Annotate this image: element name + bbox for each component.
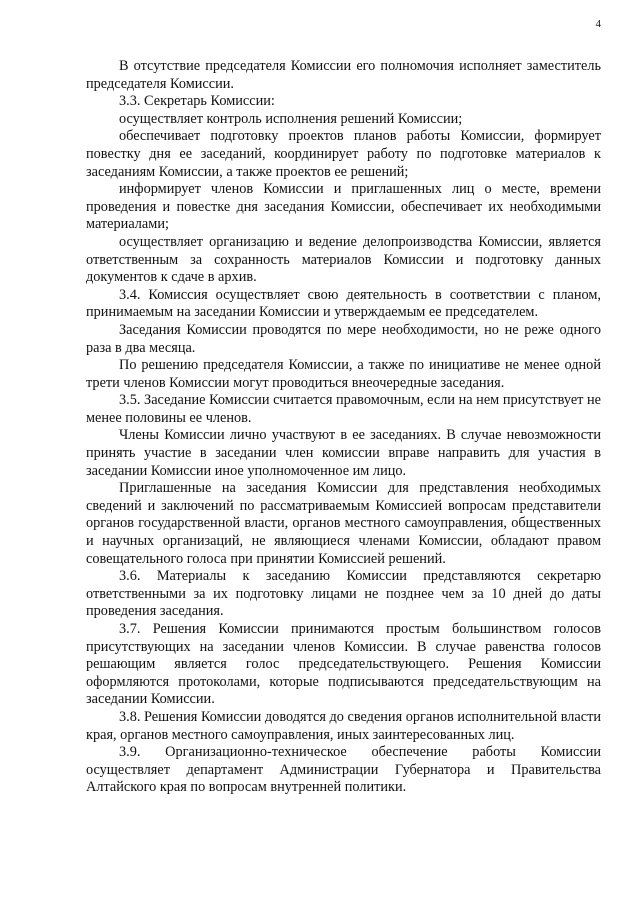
paragraph-secretary-planning: обеспечивает подготовку проектов планов работы Комиссии, формирует повестку дня ее заседаний, координирует работу по подготовке материалов к заседаниям Комиссии, а также проектов ее решений;	[86, 128, 601, 180]
paragraph-personal-participation: Члены Комиссии лично участвуют в ее заседаниях. В случае невозможности принять участие в заседании член комиссии вправе направить для участия в заседании Комиссии иное уполномоченное им лицо.	[86, 427, 601, 479]
paragraph-invited-representatives: Приглашенные на заседания Комиссии для представления необходимых сведений и заключений по рассматриваемым Комиссией вопросам представители органов государственной власти, органов местного самоуправления, общественных и научных организаций, не являющиеся членами Комиссии, обладают правом совещательного голоса при принятии Комиссией решений.	[86, 480, 601, 567]
paragraph-3-6: 3.6. Материалы к заседанию Комиссии представляются секретарю ответственными за их подготовку лицами не позднее чем за 10 дней до даты проведения заседания.	[86, 568, 601, 620]
paragraph-3-7: 3.7. Решения Комиссии принимаются простым большинством голосов присутствующих на заседании членов Комиссии. В случае равенства голосов решающим является голос председательствующего. Решения Комиссии оформляются протоколами, которые подписываются председательствующим на заседании Комиссии.	[86, 621, 601, 708]
paragraph-chair-absence: В отсутствие председателя Комиссии его полномочия исполняет заместитель председателя Комиссии.	[86, 58, 601, 92]
paragraph-3-3-heading: 3.3. Секретарь Комиссии:	[119, 93, 275, 110]
paragraph-secretary-informing: информирует членов Комиссии и приглашенных лиц о месте, времени проведения и повестке дня заседания Комиссии, обеспечивает их необходимыми материалами;	[86, 181, 601, 233]
paragraph-meeting-frequency: Заседания Комиссии проводятся по мере необходимости, но не реже одного раза в два месяца.	[86, 321, 601, 356]
page-number: 4	[595, 18, 601, 30]
paragraph-secretary-control: осуществляет контроль исполнения решений Комиссии;	[119, 110, 463, 127]
paragraph-3-9: 3.9. Организационно-техническое обеспечение работы Комиссии осуществляет департамент Администрации Губернатора и Правительства Алтайского края по вопросам внутренней политики.	[86, 744, 601, 796]
paragraph-extraordinary-meetings: По решению председателя Комиссии, а также по инициативе не менее одной трети членов Комиссии могут проводиться внеочередные заседания.	[86, 357, 601, 391]
paragraph-3-5: 3.5. Заседание Комиссии считается правомочным, если на нем присутствует не менее половины ее членов.	[86, 392, 601, 426]
paragraph-3-8: 3.8. Решения Комиссии доводятся до сведения органов исполнительной власти края, органов местного самоуправления, иных заинтересованных лиц.	[86, 708, 601, 743]
paragraph-3-4: 3.4. Комиссия осуществляет свою деятельность в соответствии с планом, принимаемым на заседании Комиссии и утверждаемым ее председателем.	[86, 286, 601, 321]
paragraph-secretary-records: осуществляет организацию и ведение делопроизводства Комиссии, является ответственным за сохранность материалов Комиссии и подготовку данных документов к сдаче в архив.	[86, 233, 601, 286]
document-body	[86, 58, 601, 797]
